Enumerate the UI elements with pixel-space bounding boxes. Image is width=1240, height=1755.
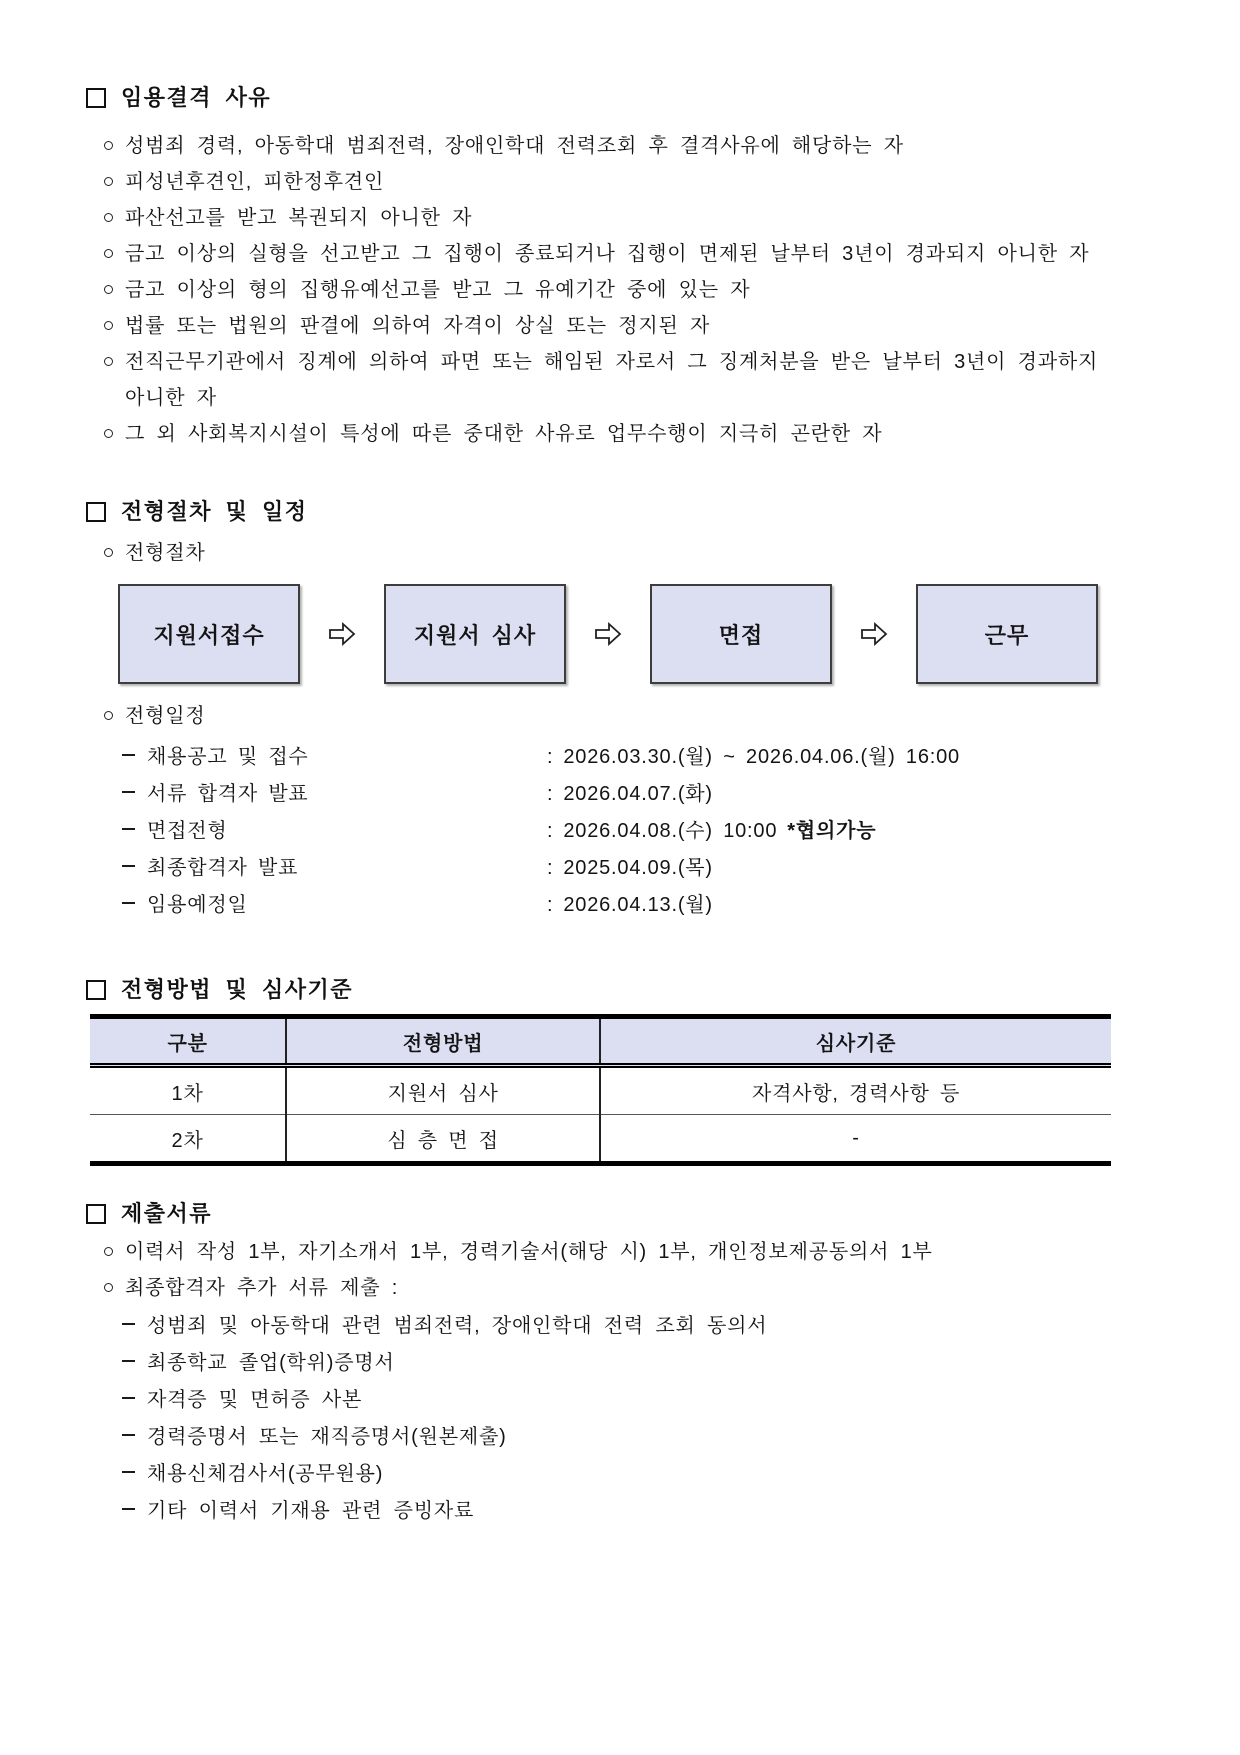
dash-icon <box>122 1434 135 1437</box>
schedule-item-value: 2026.03.30.(월) ~ 2026.04.06.(월) 16:00 <box>563 746 960 768</box>
schedule-separator: : <box>547 746 554 768</box>
list-item <box>86 1308 1146 1345</box>
list-item <box>86 200 1121 236</box>
flow-step-box <box>916 584 1098 684</box>
table-cell: 자격사항, 경력사항 등 <box>600 1066 1111 1115</box>
list-item <box>86 1345 1146 1382</box>
list-item-text: 최종학교 졸업(학위)증명서 <box>147 1352 395 1374</box>
table-cell: 2차 <box>90 1115 286 1164</box>
schedule-item-label: 임용예정일 <box>147 894 248 916</box>
schedule-item-value: 2025.04.09.(목) <box>563 857 713 879</box>
dash-icon <box>122 828 135 831</box>
list-item <box>86 416 1121 452</box>
bullet-icon <box>104 357 113 366</box>
dash-icon <box>122 754 135 757</box>
table-header-cell: 심사기준 <box>600 1017 1111 1066</box>
section-title-disqualification <box>86 84 1146 112</box>
list-item-text: 법률 또는 법원의 판결에 의하여 자격이 상실 또는 정지된 자 <box>125 315 711 337</box>
section-title-method <box>86 976 1146 1004</box>
list-item-text: 금고 이상의 실형을 선고받고 그 집행이 종료되거나 집행이 면제된 날부터 3년이 경과되지 아니한 자 <box>125 243 1090 265</box>
section-title-text: 제출서류 <box>121 1201 213 1226</box>
schedule-row <box>86 739 1146 776</box>
bullet-icon <box>104 249 113 258</box>
flow-step-label: 지원서 심사 <box>413 622 537 648</box>
schedule-item-label: 최종합격자 발표 <box>147 857 299 879</box>
dash-icon <box>122 1360 135 1363</box>
flow-step-label: 근무 <box>984 622 1030 648</box>
schedule-item-note: *협의가능 <box>787 820 877 842</box>
bullet-icon <box>104 177 113 186</box>
schedule-separator: : <box>547 894 554 916</box>
process-flow-diagram <box>118 584 1146 684</box>
list-item-text: 이력서 작성 1부, 자기소개서 1부, 경력기술서(해당 시) 1부, 개인정보제공동의서 1부 <box>125 1241 933 1263</box>
section-title-text: 임용결격 사유 <box>121 85 272 110</box>
table-cell: 지원서 심사 <box>286 1066 600 1115</box>
flow-step-box <box>650 584 832 684</box>
bullet-icon <box>104 711 113 720</box>
section-square-marker <box>86 502 106 522</box>
table-header-row <box>90 1017 1111 1066</box>
table-row <box>90 1066 1111 1115</box>
schedule-separator: : <box>547 783 554 805</box>
flow-arrow-icon <box>300 621 384 647</box>
documents-sub-list <box>86 1308 1146 1530</box>
list-item <box>86 128 1121 164</box>
dash-icon <box>122 902 135 905</box>
bullet-icon <box>104 1247 113 1256</box>
table-cell: 1차 <box>171 1082 204 1105</box>
flow-step-label: 지원서접수 <box>153 622 265 648</box>
sub-label-text: 전형절차 <box>125 542 206 564</box>
table-cell: 심 층 면 접 <box>286 1115 600 1164</box>
list-item <box>86 236 1121 272</box>
bullet-icon <box>104 429 113 438</box>
flow-step-label: 면접 <box>718 622 764 648</box>
documents-list <box>86 1234 1121 1306</box>
schedule-row <box>86 850 1146 887</box>
list-item <box>86 1419 1146 1456</box>
schedule-list <box>86 739 1146 924</box>
list-item <box>86 1493 1146 1530</box>
dash-icon <box>122 1323 135 1326</box>
schedule-item-value: 2026.04.13.(월) <box>563 894 713 916</box>
schedule-label <box>86 701 1146 731</box>
list-item <box>86 1234 1121 1270</box>
bullet-icon <box>104 321 113 330</box>
dash-icon <box>122 1471 135 1474</box>
table-row <box>90 1115 1111 1164</box>
flow-arrow-icon <box>832 621 916 647</box>
process-label <box>86 538 1146 568</box>
list-item <box>86 1456 1146 1493</box>
list-item <box>86 164 1121 200</box>
list-item-text: 기타 이력서 기재용 관련 증빙자료 <box>147 1500 475 1522</box>
flow-arrow-icon <box>566 621 650 647</box>
schedule-item-label: 서류 합격자 발표 <box>147 783 309 805</box>
dash-icon <box>122 865 135 868</box>
schedule-item-value: 2026.04.08.(수) 10:00 <box>563 820 778 842</box>
dash-icon <box>122 1508 135 1511</box>
section-title-text: 전형절차 및 일정 <box>121 499 308 524</box>
schedule-separator: : <box>547 820 554 842</box>
list-item-text: 전직근무기관에서 징계에 의하여 파면 또는 해임된 자로서 그 징계처분을 받은 날부터 3년이 경과하지 아니한 자 <box>125 351 1099 409</box>
bullet-icon <box>104 1283 113 1292</box>
bullet-icon <box>104 285 113 294</box>
flow-step-box <box>384 584 566 684</box>
section-square-marker <box>86 88 106 108</box>
dash-icon <box>122 1397 135 1400</box>
list-item <box>86 1270 1121 1306</box>
schedule-item-value: 2026.04.07.(화) <box>563 783 713 805</box>
disqualification-list <box>86 128 1121 452</box>
list-item <box>86 344 1121 416</box>
sub-label-text: 전형일정 <box>125 705 206 727</box>
list-item-text: 그 외 사회복지시설이 특성에 따른 중대한 사유로 업무수행이 지극히 곤란한 자 <box>125 423 883 445</box>
list-item <box>86 308 1121 344</box>
list-item-text: 성범죄 경력, 아동학대 범죄전력, 장애인학대 전력조회 후 결격사유에 해당하는 자 <box>125 135 904 157</box>
list-item-text: 채용신체검사서(공무원용) <box>147 1463 384 1485</box>
section-square-marker <box>86 980 106 1000</box>
schedule-separator: : <box>547 857 554 879</box>
list-item-text: 경력증명서 또는 재직증명서(원본제출) <box>147 1426 507 1448</box>
list-item-text: 성범죄 및 아동학대 관련 범죄전력, 장애인학대 전력 조회 동의서 <box>147 1315 768 1337</box>
list-item <box>86 272 1121 308</box>
section-square-marker <box>86 1204 106 1224</box>
list-item <box>86 1382 1146 1419</box>
schedule-row <box>86 776 1146 813</box>
criteria-table <box>90 1014 1111 1166</box>
schedule-item-label: 면접전형 <box>147 820 228 842</box>
flow-step-box <box>118 584 300 684</box>
table-header-cell: 구분 <box>90 1017 286 1066</box>
section-title-procedure <box>86 498 1146 526</box>
list-item-text: 최종합격자 추가 서류 제출 : <box>125 1277 399 1299</box>
section-title-text: 전형방법 및 심사기준 <box>121 977 353 1002</box>
bullet-icon <box>104 141 113 150</box>
list-item-text: 파산선고를 받고 복권되지 아니한 자 <box>125 207 473 229</box>
section-title-documents <box>86 1200 1146 1228</box>
schedule-row <box>86 887 1146 924</box>
table-cell: - <box>600 1115 1111 1164</box>
list-item-text: 금고 이상의 형의 집행유예선고를 받고 그 유예기간 중에 있는 자 <box>125 279 751 301</box>
bullet-icon <box>104 548 113 557</box>
schedule-row <box>86 813 1146 850</box>
list-item-text: 자격증 및 면허증 사본 <box>147 1389 363 1411</box>
table-header-cell: 전형방법 <box>286 1017 600 1066</box>
list-item-text: 피성년후견인, 피한정후견인 <box>125 171 385 193</box>
dash-icon <box>122 791 135 794</box>
bullet-icon <box>104 213 113 222</box>
schedule-item-label: 채용공고 및 접수 <box>147 746 309 768</box>
